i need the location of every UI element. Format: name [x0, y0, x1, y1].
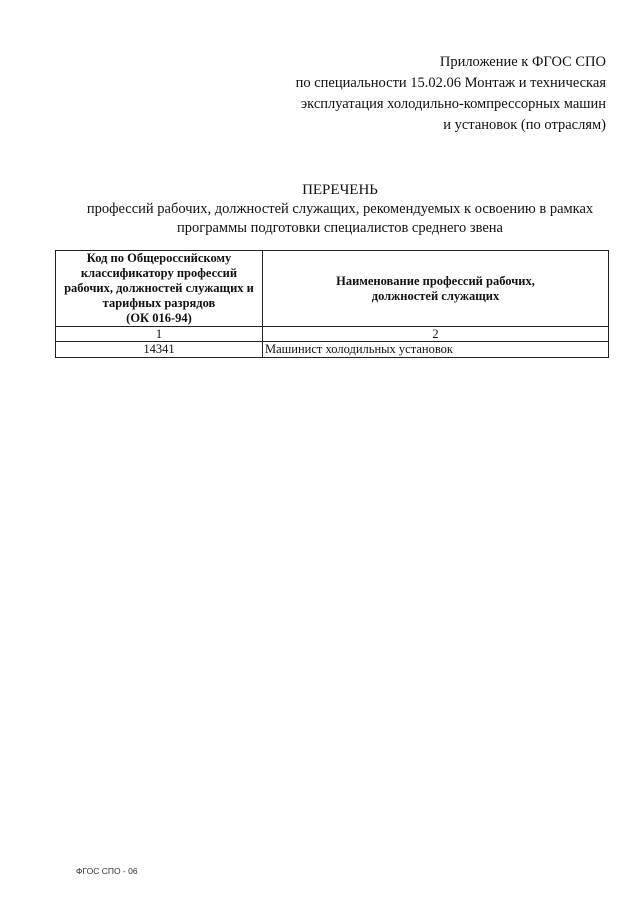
column-numbers-row: [56, 327, 609, 342]
appendix-line-4: и установок (по отраслям): [443, 117, 606, 133]
profession-code: 14341: [56, 342, 263, 358]
header-code-line: (ОК 016-94): [126, 311, 192, 325]
professions-table: [55, 250, 609, 358]
header-code-line: тарифных разрядов: [102, 296, 216, 310]
column-number-2: 2: [263, 327, 609, 342]
appendix-line-2: по специальности 15.02.06 Монтаж и техническая: [295, 75, 606, 91]
table-header-row: [56, 251, 609, 327]
appendix-line-1: Приложение к ФГОС СПО: [439, 54, 606, 70]
header-code-line: рабочих, должностей служащих и: [64, 281, 254, 295]
profession-name: Машинист холодильных установок: [263, 342, 609, 358]
header-name-cell: [263, 251, 609, 327]
header-name-line: должностей служащих: [371, 288, 500, 303]
header-name-line: Наименование профессий рабочих,: [336, 273, 535, 288]
document-subtitle-line-2: программы подготовки специалистов среднего звена: [177, 220, 503, 236]
header-code-cell: [56, 251, 263, 327]
column-number-1: 1: [56, 327, 263, 342]
table-row: [56, 342, 609, 358]
header-code-line: Код по Общероссийскому: [86, 251, 232, 265]
document-subtitle-line-1: профессий рабочих, должностей служащих, рекомендуемых к освоению в рамках: [86, 201, 594, 217]
appendix-line-3: эксплуатация холодильно-компрессорных машин: [300, 96, 606, 112]
header-code-line: классификатору профессий: [80, 266, 238, 280]
footer-label: ФГОС СПО - 06: [76, 866, 138, 876]
document-subtitle: [40, 200, 640, 238]
document-title: ПЕРЕЧЕНЬ: [302, 182, 378, 198]
appendix-block: [186, 52, 606, 136]
